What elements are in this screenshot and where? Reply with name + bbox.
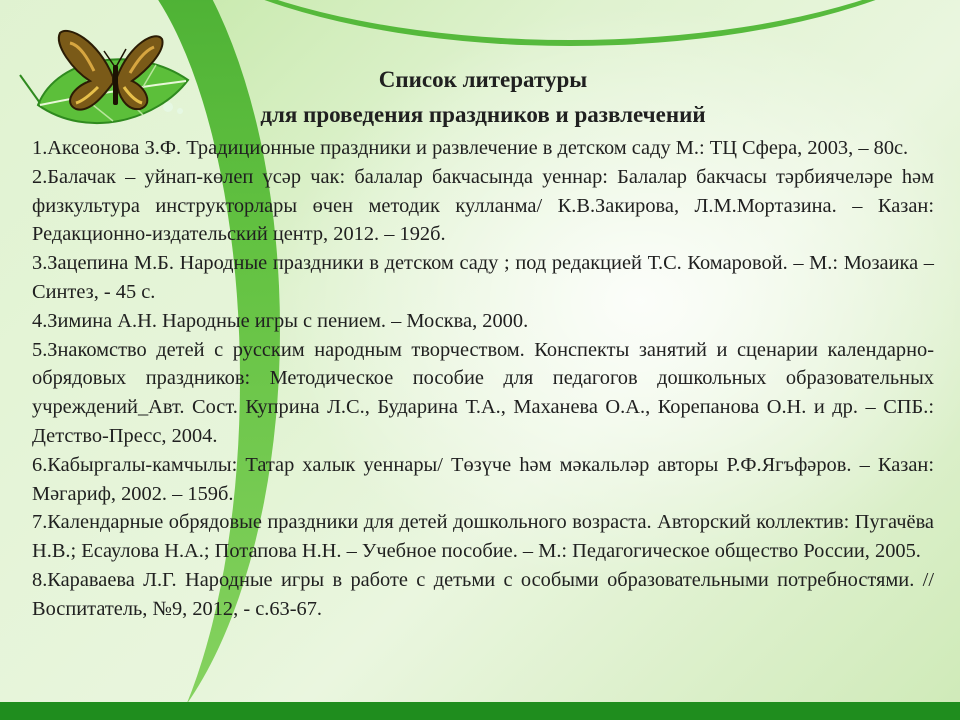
page-title <box>32 62 934 132</box>
content-area <box>32 62 934 624</box>
reference-item: 7.Календарные обрядовые праздники для детей дошкольного возраста. Авторский коллектив: Пугачёва Н.В.; Есаулова Н.А.; Потапова Н.Н. – Учебное пособие. – М.: Педагогическое общество России, 2005. <box>32 511 934 563</box>
top-arc-decoration <box>120 0 960 46</box>
title-line-2: для проведения праздников и развлечений <box>260 102 706 127</box>
reference-item: 1.Аксеонова З.Ф. Традиционные праздники и развлечение в детском саду М.: ТЦ Сфера, 2003, – 80с. <box>32 137 909 159</box>
bottom-bar <box>0 702 960 720</box>
reference-item: 3.Зацепина М.Б. Народные праздники в детском саду ; под редакцией Т.С. Комаровой. – М.: Мозаика – Синтез, - 45 с. <box>32 252 934 303</box>
reference-list <box>32 134 934 624</box>
title-line-1: Список литературы <box>378 67 588 92</box>
reference-item: 2.Балачак – уйнап-көлеп үсәр чак: балалар бакчасында уеннар: Балалар бакчасы тәрбиячеләре һәм физкультура инструкторлары өчен методик кулланма/ К.В.Закирова, Л.М.Мортазина. – Казан: Редакционно-издательский центр, 2012. – 192б. <box>32 165 934 246</box>
reference-item: 6.Кабыргалы-камчылы: Татар халык уеннары/ Төзүче һәм мәкальләр авторы Р.Ф.Ягъфәров. – Казан: Мәгариф, 2002. – 159б. <box>32 453 934 505</box>
reference-item: 8.Караваева Л.Г. Народные игры в работе с детьми с особыми образовательными потребностями. // Воспитатель, №9, 2012, - с.63-67. <box>32 568 934 620</box>
reference-item: 5.Знакомство детей с русским народным творчеством. Конспекты занятий и сценарии календарно-обрядовых праздников: Методическое пособие для педагогов дошкольных образовательных учреждений_Авт. Сост. Куприна Л.С., Бударина Т.А., Маханева О.А., Корепанова О.Н. и др. – СПБ.: Детство-Пресс, 2004. <box>32 338 934 447</box>
reference-item: 4.Зимина А.Н. Народные игры с пением. – Москва, 2000. <box>32 309 529 332</box>
